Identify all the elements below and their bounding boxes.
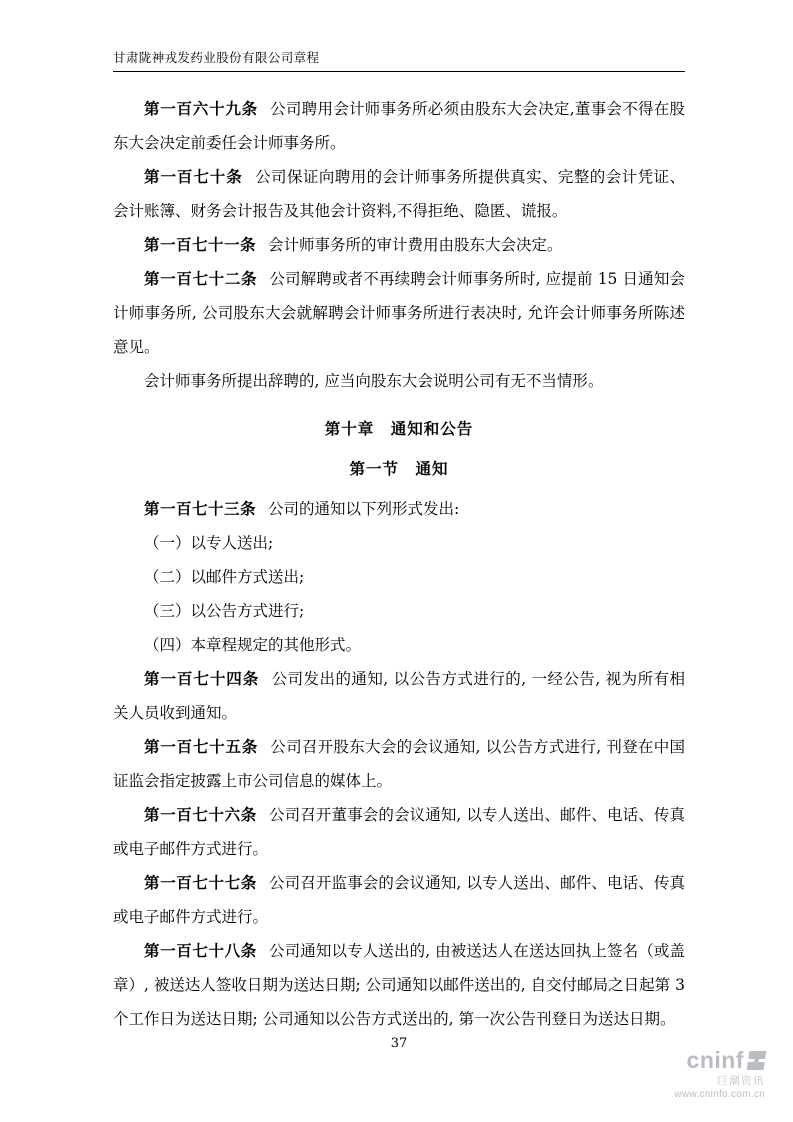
article-number: 第一百七十八条: [144, 941, 257, 960]
cninfo-watermark: [615, 1049, 765, 1100]
watermark-logo: [615, 1049, 765, 1072]
article-text: 公司保证向聘用的会计师事务所提供真实、完整的会计凭证、会计账簿、财务会计报告及其他会计资料,不得拒绝、隐匿、谎报。: [113, 168, 685, 220]
section-title: 第一节 通知: [349, 459, 449, 478]
article-text: 公司召开监事会的会议通知, 以专人送出、邮件、电话、传真或电子邮件方式进行。: [113, 874, 685, 926]
page-number: 37: [390, 1036, 408, 1051]
list-item: （四）本章程规定的其他形式。: [144, 636, 362, 654]
article-number: 第一百七十三条: [144, 499, 257, 518]
article-paragraph: [113, 866, 685, 934]
watermark-url: www.cninfo.com.cn: [674, 1089, 765, 1100]
article-paragraph: [113, 160, 685, 228]
list-item: （二）以邮件方式送出;: [144, 568, 305, 586]
watermark-subtitle: 巨潮资讯: [717, 1075, 765, 1087]
article-number: 第一百七十五条: [144, 737, 259, 756]
chapter-title: 第十章 通知和公告: [324, 419, 474, 438]
article-text: 公司召开董事会的会议通知, 以专人送出、邮件、电话、传真或电子邮件方式进行。: [113, 806, 685, 858]
article-paragraph: [113, 92, 685, 160]
article-number: 第一百七十二条: [144, 269, 258, 288]
article-text: 公司解聘或者不再续聘会计师事务所时, 应提前 15 日通知会计师事务所, 公司股东大会就解聘会计师事务所进行表决时, 允许会计师事务所陈述意见。: [113, 270, 685, 356]
page-content: [113, 0, 685, 1122]
article-text: 公司聘用会计师事务所必须由股东大会决定,董事会不得在股东大会决定前委任会计师事务所。: [113, 100, 685, 152]
article-text: 公司召开股东大会的会议通知, 以公告方式进行, 刊登在中国证监会指定披露上市公司信息的媒体上。: [113, 738, 685, 790]
article-number: 第一百七十一条: [144, 235, 257, 254]
article-number: 第一百七十六条: [144, 805, 257, 824]
article-paragraph: [113, 730, 685, 798]
article-paragraph: [113, 934, 685, 1036]
article-number: 第一百七十七条: [144, 873, 257, 892]
article-number: 第一百六十九条: [144, 99, 258, 118]
article-paragraph: [113, 798, 685, 866]
article-text: 公司的通知以下列形式发出:: [268, 500, 460, 518]
watermark-name: cninf: [686, 1047, 744, 1073]
paragraph-after-172: 会计师事务所提出辞聘的, 应当向股东大会说明公司有无不当情形。: [144, 372, 604, 390]
article-paragraph: [113, 262, 685, 364]
list-item: （一）以专人送出;: [144, 534, 274, 552]
document-body: [113, 92, 685, 1036]
article-paragraph: [113, 492, 685, 526]
article-number: 第一百七十条: [144, 167, 243, 186]
article-number: 第一百七十四条: [144, 669, 260, 688]
article-paragraph: [113, 662, 685, 730]
article-paragraph: [113, 228, 685, 262]
cninfo-logo-icon: [747, 1051, 767, 1070]
article-text: 公司发出的通知, 以公告方式进行的, 一经公告, 视为所有相关人员收到通知。: [113, 670, 685, 722]
article-text: 公司通知以专人送出的, 由被送达人在送达回执上签名（或盖章）, 被送达人签收日期为送达日期; 公司通知以邮件送出的, 自交付邮局之日起第 3 个工作日为送达日期; 公司通知以公告方式送出的, 第一次公告刊登日为送达日期。: [113, 942, 685, 1028]
article-text: 会计师事务所的审计费用由股东大会决定。: [268, 236, 563, 254]
running-header: 甘肃陇神戎发药业股份有限公司章程: [113, 48, 685, 72]
list-item: （三）以公告方式进行;: [144, 602, 305, 620]
